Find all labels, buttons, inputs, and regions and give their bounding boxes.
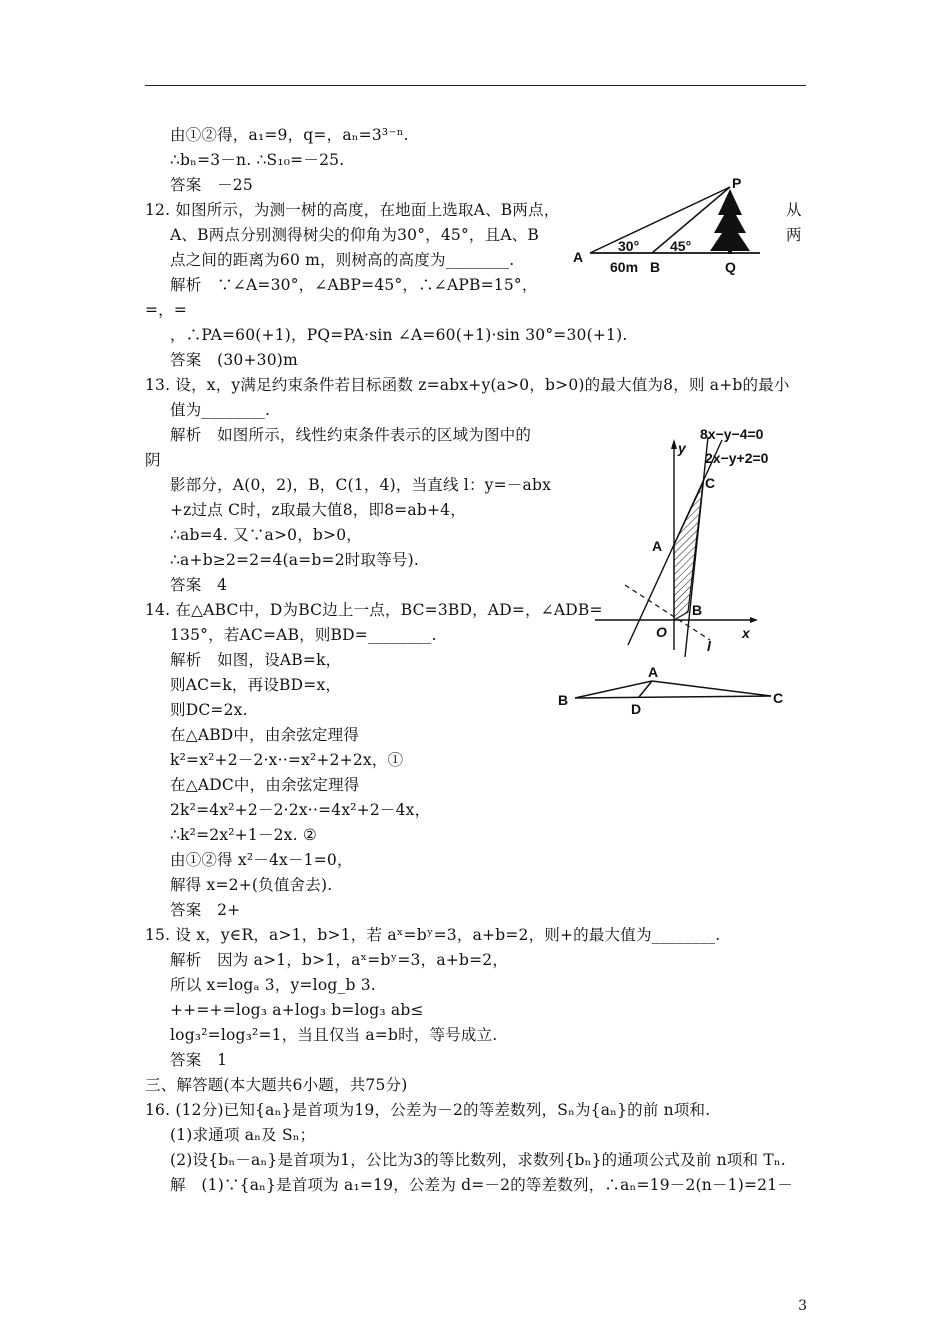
text-line: 两 [786, 226, 802, 244]
origin-O: O [656, 624, 667, 640]
tree-figure [570, 175, 770, 275]
text-line: ∴a+b≥2=2=4(a=b=2时取等号). [170, 551, 419, 569]
vertex-C: C [773, 690, 784, 706]
text-line: ∴k²=2x²+1－2x. ② [170, 826, 317, 844]
shaded-region [674, 483, 703, 620]
text-line: 答案 1 [170, 1051, 228, 1069]
vertex-D: D [631, 701, 642, 717]
text-line: (1)求通项 aₙ及 Sₙ； [170, 1126, 316, 1144]
text-line: 解析 如图所示，线性约束条件表示的区域为图中的 [170, 426, 532, 444]
problem-14-text: 14. 在△ABC中，D为BC边上一点，BC=3BD，AD=，∠ADB= [145, 601, 603, 619]
vertex-A: A [648, 664, 659, 680]
label-Q: Q [725, 259, 736, 275]
angle-30: 30° [618, 238, 640, 254]
text-line: 点之间的距离为60 m，则树高的高度为________. [170, 251, 515, 269]
text-line: +z过点 C时，z取最大值8，即8=ab+4， [170, 501, 466, 519]
text-line: 在△ADC中，由余弦定理得 [170, 776, 360, 794]
text-line: 解得 x=2+(负值舍去). [170, 876, 333, 894]
point-C: C [705, 475, 716, 491]
point-A: A [652, 538, 663, 554]
line-label-1: 8x−y−4=0 [700, 426, 764, 442]
text-line: ++=+=log₃ a+log₃ b=log₃ ab≤ [170, 1001, 424, 1019]
text-line: 答案 2+ [170, 901, 241, 919]
text-line: 阴 [145, 451, 161, 469]
label-A: A [573, 249, 584, 265]
text-line: k²=x²+2－2·x··=x²+2+2x，① [170, 751, 404, 769]
axis-y-label: y [678, 440, 686, 456]
text-line: 影部分，A(0，2)，B，C(1，4)，当直线 l：y=－abx [170, 476, 552, 494]
text-line: 所以 x=logₐ 3，y=log_b 3. [170, 976, 376, 994]
text-line: 在△ABD中，由余弦定理得 [170, 726, 360, 744]
triangle-figure [555, 660, 795, 720]
text-line: 2k²=4x²+2－2·2x··=4x²+2－4x， [170, 801, 431, 819]
text-line: ，∴PA=60(+1)，PQ=PA·sin ∠A=60(+1)·sin 30°=30(+1). [170, 326, 628, 344]
problem-16-text: 16. (12分)已知{aₙ}是首项为19，公差为－2的等差数列，Sₙ为{aₙ}的前 n项和. [145, 1101, 711, 1119]
label-B: B [650, 259, 661, 275]
angle-45: 45° [670, 238, 692, 254]
text-line: 则DC=2x. [170, 701, 248, 719]
text-line: 答案 －25 [170, 176, 253, 194]
text-line: A、B两点分别测得树尖的仰角为30°，45°，且A、B [170, 226, 540, 244]
text-line: 解析 ∵∠A=30°，∠ABP=45°，∴∠APB=15°， [170, 276, 538, 294]
text-line: 由①②得 x²－4x－1=0， [170, 851, 353, 869]
problem-15-text: 15. 设 x，y∈R，a>1，b>1，若 aˣ=bʸ=3，a+b=2，则+的最大值为________. [145, 926, 721, 944]
page-number: 3 [798, 1298, 807, 1314]
text-line: 答案 4 [170, 576, 228, 594]
text-line: 解 (1)∵{aₙ}是首项为 a₁=19，公差为 d=－2的等差数列，∴aₙ=19－2(n－1)=21－ [170, 1176, 793, 1194]
distance-label: 60m [610, 259, 639, 275]
text-line: 从 [786, 201, 802, 219]
line-label-2: 2x−y+2=0 [705, 450, 769, 466]
text-line: 答案 (30+30)m [170, 351, 298, 369]
point-B: B [692, 602, 703, 618]
problem-12-text: 12. 如图所示，为测一树的高度，在地面上选取A、B两点， [145, 201, 560, 219]
text-line: (2)设{bₙ－aₙ}是首项为1，公比为3的等比数列，求数列{bₙ}的通项公式及前 n项和 Tₙ. [170, 1151, 786, 1169]
text-line: 135°，若AC=AB，则BD=________. [170, 626, 437, 644]
text-line: ∴ab=4. 又∵a>0，b>0， [170, 526, 362, 544]
line-l-label: l [707, 638, 711, 654]
text-line: log₃²=log₃²=1，当且仅当 a=b时，等号成立. [170, 1026, 498, 1044]
text-line: ∴bₙ=3－n. ∴S₁₀=－25. [170, 151, 345, 169]
text-line: 则AC=k，再设BD=x， [170, 676, 342, 694]
label-P: P [732, 175, 742, 191]
header-rule [145, 85, 806, 86]
text-line: 由①②得，a₁=9，q=，aₙ=3³⁻ⁿ. [170, 126, 409, 144]
text-line: =，= [145, 301, 188, 319]
axis-x-label: x [742, 625, 750, 641]
text-line: 解析 如图，设AB=k， [170, 651, 342, 669]
text-line: 解析 因为 a>1，b>1，aˣ=bʸ=3，a+b=2， [170, 951, 509, 969]
text-line: 值为________. [170, 401, 271, 419]
problem-13-text: 13. 设，x，y满足约束条件若目标函数 z=abx+y(a>0，b>0)的最大值为8，则 a+b的最小 [145, 376, 790, 394]
region-figure [590, 425, 790, 655]
vertex-B: B [558, 692, 569, 708]
section-heading: 三、解答题(本大题共6小题，共75分) [145, 1076, 408, 1094]
